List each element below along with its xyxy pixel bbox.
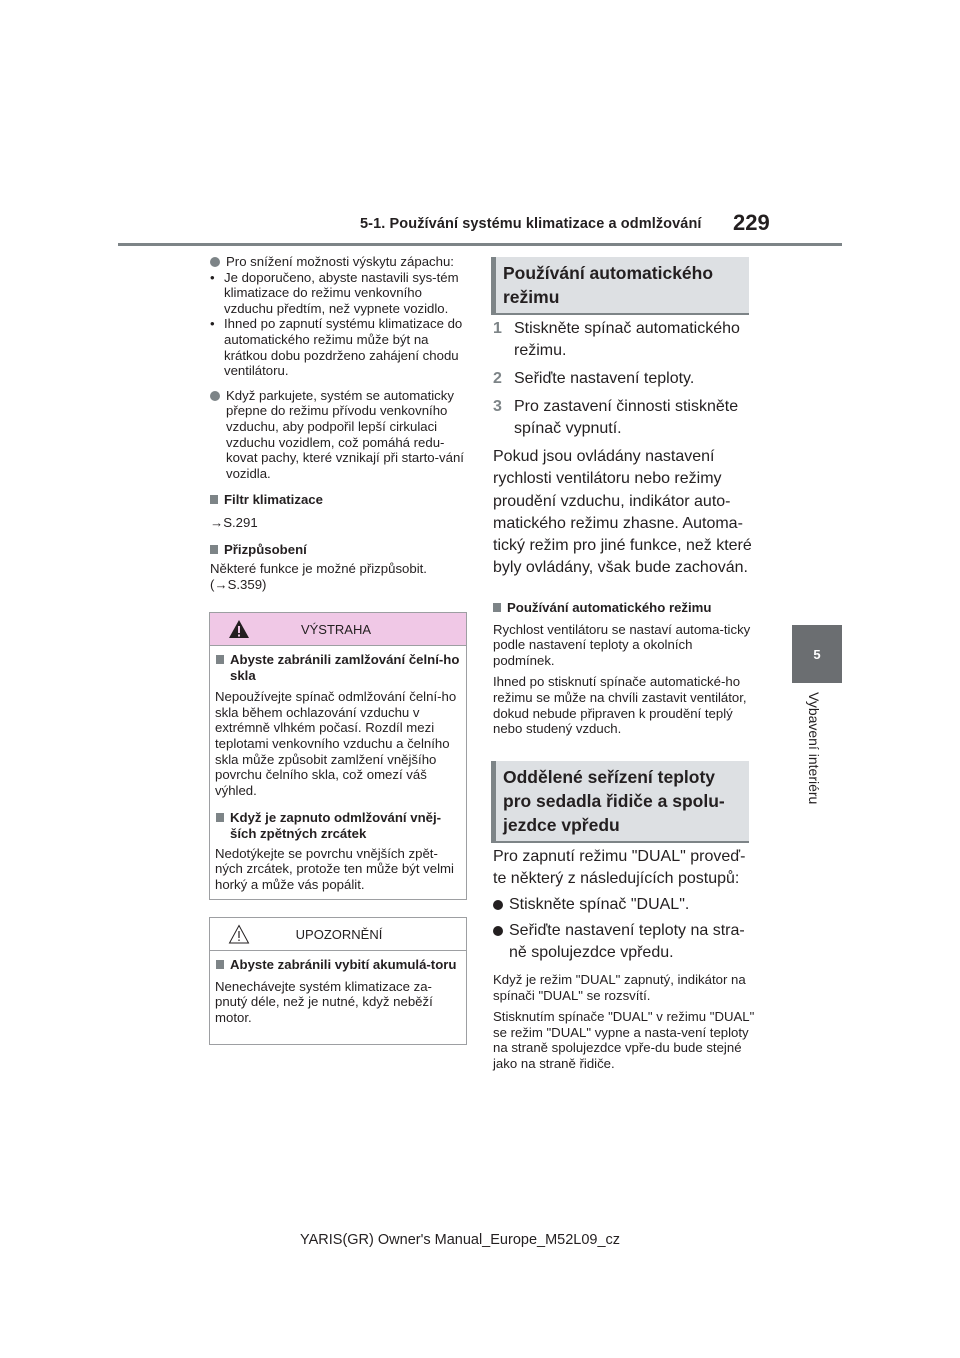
warning-triangle-icon (228, 619, 250, 639)
step-number: 1 (493, 320, 502, 337)
sub-bullet-text: Ihned po zapnutí systému klimatizace do automatického režimu může být na krátkou dobu pozdrženo zahájení chodu ventilátoru. (224, 316, 463, 379)
step-item (493, 368, 753, 390)
step-number: 2 (493, 370, 502, 387)
notice-item-heading: Abyste zabránili vybití akumulá-toru (216, 957, 461, 973)
step-text: Stiskněte spínač automatického režimu. (514, 320, 740, 359)
square-bullet-icon (216, 655, 224, 664)
bullet-dot-icon (493, 926, 503, 936)
square-bullet-icon (210, 495, 218, 504)
left-column (210, 254, 468, 592)
notice-item-text: Nenechávejte systém klimatizace za-pnutý déle, než je nutné, když neběží motor. (215, 978, 433, 1025)
auto-note-text: Rychlost ventilátoru se nastaví automa-ticky podle nastavení teploty a okolních podmínek. (493, 621, 751, 668)
warning-body (210, 646, 466, 900)
warning-box (209, 612, 467, 900)
caution-triangle-icon (228, 924, 250, 944)
auto-mode-heading: Používání automatického režimu (491, 257, 749, 315)
bullet-dot-icon (210, 257, 220, 267)
auto-mode-paragraph: Pokud jsou ovládány nastavení rychlosti ventilátoru nebo režimy proudění vzduchu, indikátor auto-matického režimu zhasne. Automa-tický režim pro jiné funkce, než které byly ovládány, však bude zachován. (493, 448, 752, 577)
chapter-label: Vybavení interiéru (806, 692, 822, 805)
customization-heading: Přizpůsobení (210, 542, 468, 558)
page-number: 229 (733, 210, 770, 235)
dual-list-item: Seřiďte nastavení teploty na stra-ně spolujezdce vpředu. (493, 920, 755, 964)
dual-mode-heading: Oddělené seřízení teploty pro sedadla řidiče a spolu-jezdce vpředu (491, 761, 749, 843)
dual-note-text: Stisknutím spínače "DUAL" v režimu "DUAL" se režim "DUAL" vypne a nasta-vení teploty na straně spolujezdce vpře-du bude stejné jako na straně řidiče. (493, 1009, 755, 1071)
warning-item-text: Nedotýkejte se povrchu vnějších zpět-ných zrcátek, protože ten může být velmi horký a může vás popálit. (215, 845, 454, 892)
square-bullet-icon (216, 960, 224, 969)
bullet-text: Když parkujete, systém se automaticky přepne do režimu přívodu venkovního vzduchu, aby podpořil lepší cirkulaci vzduchu vozidlem, což pomáhá redu-kovat pachy, které vznikají při starto-vání vozidla. (226, 387, 464, 481)
warning-item-text: Nepoužívejte spínač odmlžování čelní-ho skla během ochlazování vzduchu v extrémně vlhkém počasí. Rozdíl mezi teplotami venkovního vzduchu a čelního skla může způsobit zamlžení vnějšího povrchu čelního skla, což omezí váš výhled. (215, 689, 457, 798)
bullet-dot-icon (210, 391, 220, 401)
warning-title: VÝSTRAHA (300, 621, 372, 637)
dual-note-text: Když je režim "DUAL" zapnutý, indikátor na spínači "DUAL" se rozsvítí. (493, 972, 746, 1003)
dual-mode-intro: Pro zapnutí režimu "DUAL" proveď-te některý z následujících postupů: (493, 848, 746, 887)
step-item (493, 318, 753, 362)
square-bullet-icon (216, 813, 224, 822)
warning-item-heading: Abyste zabránili zamlžování čelní-ho skla (216, 652, 461, 683)
chapter-number: 5 (813, 646, 821, 662)
step-number: 3 (493, 398, 502, 415)
warning-header (210, 613, 466, 646)
sub-bullet: • Je doporučeno, abyste nastavili sys-tém klimatizace do režimu venkovního vzduchu předtím, než vypnete vozidlo. (210, 270, 468, 317)
auto-note-heading: Používání automatického režimu (493, 600, 755, 616)
notice-box (209, 917, 467, 1045)
notice-title: UPOZORNĚNÍ (295, 926, 383, 942)
bullet-dot-icon (493, 900, 503, 910)
notice-header (210, 918, 466, 951)
chapter-tab (792, 625, 842, 683)
dual-list-item: Stiskněte spínač "DUAL". (493, 894, 755, 916)
sub-bullet: • Ihned po zapnutí systému klimatizace do automatického režimu může být na krátkou dobu pozdrženo zahájení chodu ventilátoru. (210, 316, 468, 378)
auto-mode-notes (493, 600, 755, 737)
sub-bullet-text: Je doporučeno, abyste nastavili sys-tém klimatizace do režimu venkovního vzduchu předtím, než vypnete vozidlo. (224, 269, 459, 316)
bullet-parking (210, 388, 468, 482)
customization-text: Některé funkce je možné přizpůsobit. (→S.359) (210, 561, 427, 592)
square-bullet-icon (493, 603, 501, 612)
bullet-odor (210, 254, 468, 270)
section-title: 5-1. Používání systému klimatizace a odmlžování (360, 216, 702, 232)
step-item (493, 396, 753, 440)
square-bullet-icon (210, 545, 218, 554)
filter-heading: Filtr klimatizace (210, 492, 468, 508)
header-rule (118, 243, 842, 246)
filter-reference: →S.291 (210, 514, 258, 530)
footer-text: YARIS(GR) Owner's Manual_Europe_M52L09_cz (300, 1232, 621, 1248)
notice-body (210, 951, 466, 1033)
warning-item-heading: Když je zapnuto odmlžování vněj-ších zpětných zrcátek (216, 810, 461, 841)
dual-mode-notes (493, 972, 755, 1072)
bullet-text: Pro snížení možnosti výskytu zápachu: (226, 254, 454, 269)
auto-note-text: Ihned po stisknutí spínače automatické-ho režimu se může na chvíli zastavit ventilátor, dokud nebude připraven k proudění teplý nebo studený vzduch. (493, 674, 747, 737)
step-text: Pro zastavení činnosti stiskněte spínač vypnutí. (514, 398, 739, 437)
step-text: Seřiďte nastavení teploty. (514, 370, 695, 387)
